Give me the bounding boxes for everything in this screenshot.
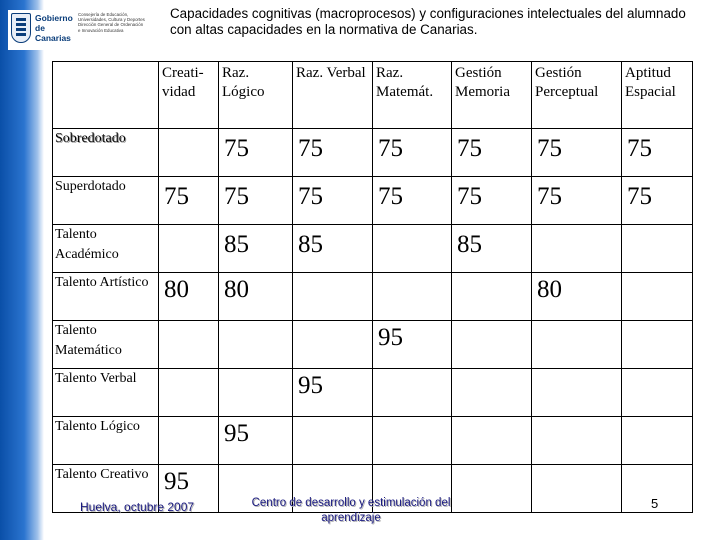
score-cell (532, 417, 622, 465)
coat-of-arms-icon (11, 13, 31, 43)
score-cell: 75 (622, 177, 693, 225)
score-cell (452, 417, 532, 465)
score-cell (622, 273, 693, 321)
score-cell (293, 273, 373, 321)
score-cell: 75 (159, 177, 219, 225)
score-cell: 75 (293, 129, 373, 177)
column-header: Gestión Memoria (452, 62, 532, 129)
column-header: Raz. Verbal (293, 62, 373, 129)
footer-date: Huelva, octubre 2007 (80, 500, 195, 514)
row-label: Talento Académico (53, 225, 159, 273)
logo-dept-line: Universidades, Cultura y Deportes (78, 17, 145, 23)
score-cell (373, 225, 452, 273)
column-header: Creati-vidad (159, 62, 219, 129)
score-cell: 95 (219, 417, 293, 465)
score-cell (532, 465, 622, 513)
row-label: Talento Creativo (53, 465, 159, 513)
score-cell: 95 (293, 369, 373, 417)
table-row (53, 369, 693, 417)
score-cell (219, 369, 293, 417)
score-cell: 95 (373, 321, 452, 369)
score-cell: 75 (452, 177, 532, 225)
score-cell (293, 321, 373, 369)
table-row (53, 273, 693, 321)
table-row (53, 321, 693, 369)
table-row (53, 225, 693, 273)
score-cell: 75 (622, 129, 693, 177)
score-cell (373, 369, 452, 417)
score-cell: 75 (532, 129, 622, 177)
capacities-table (52, 61, 693, 513)
column-header: Raz. Matemát. (373, 62, 452, 129)
logo-government-name (35, 13, 75, 43)
score-cell (622, 225, 693, 273)
footer-center-name: Centro de desarrollo y estimulación del aprendizaje (251, 497, 451, 524)
row-label: Sobredotado (53, 129, 159, 177)
logo-dept-line: e Innovación Educativa (78, 27, 124, 33)
gobierno-canarias-logo (8, 10, 158, 50)
score-cell: 75 (219, 177, 293, 225)
row-label: Talento Artístico (53, 273, 159, 321)
score-cell: 85 (452, 225, 532, 273)
score-cell (622, 321, 693, 369)
score-cell: 80 (219, 273, 293, 321)
row-label: Talento Lógico (53, 417, 159, 465)
slide-title: Capacidades cognitivas (macroprocesos) y configuraciones intelectuales del alumnado con altas capacidades en la normativa de Canarias. (170, 6, 686, 37)
score-cell (532, 321, 622, 369)
logo-dept-line: Consejería de Educación, (78, 12, 129, 17)
logo-gov-line-2: de Canarias (35, 23, 71, 43)
score-cell: 75 (532, 177, 622, 225)
row-label: Talento Matemático (53, 321, 159, 369)
score-cell (159, 129, 219, 177)
score-cell: 75 (373, 177, 452, 225)
score-cell (159, 225, 219, 273)
table-row (53, 129, 693, 177)
score-cell: 95 (159, 465, 219, 513)
logo-department (78, 12, 163, 33)
score-cell (452, 273, 532, 321)
score-cell (373, 273, 452, 321)
score-cell: 80 (532, 273, 622, 321)
logo-gov-line-1: Gobierno (35, 13, 73, 23)
score-cell: 85 (293, 225, 373, 273)
score-cell: 80 (159, 273, 219, 321)
score-cell: 75 (219, 129, 293, 177)
column-header: Aptitud Espacial (622, 62, 693, 129)
table-header-row (53, 62, 693, 129)
score-cell: 75 (373, 129, 452, 177)
column-header: Raz. Lógico (219, 62, 293, 129)
score-cell (622, 369, 693, 417)
logo-dept-line: Dirección General de Ordenación (78, 22, 144, 28)
sidebar-blue-bar (0, 0, 44, 540)
score-cell (159, 417, 219, 465)
score-cell (622, 417, 693, 465)
column-header: Gestión Perceptual (532, 62, 622, 129)
score-cell: 75 (452, 129, 532, 177)
score-cell: 75 (293, 177, 373, 225)
row-label: Talento Verbal (53, 369, 159, 417)
score-cell (532, 225, 622, 273)
score-cell (452, 369, 532, 417)
score-cell (452, 321, 532, 369)
row-label: Superdotado (53, 177, 159, 225)
table-row (53, 177, 693, 225)
score-cell (219, 321, 293, 369)
score-cell (293, 417, 373, 465)
score-cell: 85 (219, 225, 293, 273)
score-cell (159, 369, 219, 417)
score-cell (159, 321, 219, 369)
score-cell (373, 417, 452, 465)
table-row (53, 417, 693, 465)
page-number: 5 (651, 496, 659, 511)
header-corner (53, 62, 159, 129)
score-cell (532, 369, 622, 417)
